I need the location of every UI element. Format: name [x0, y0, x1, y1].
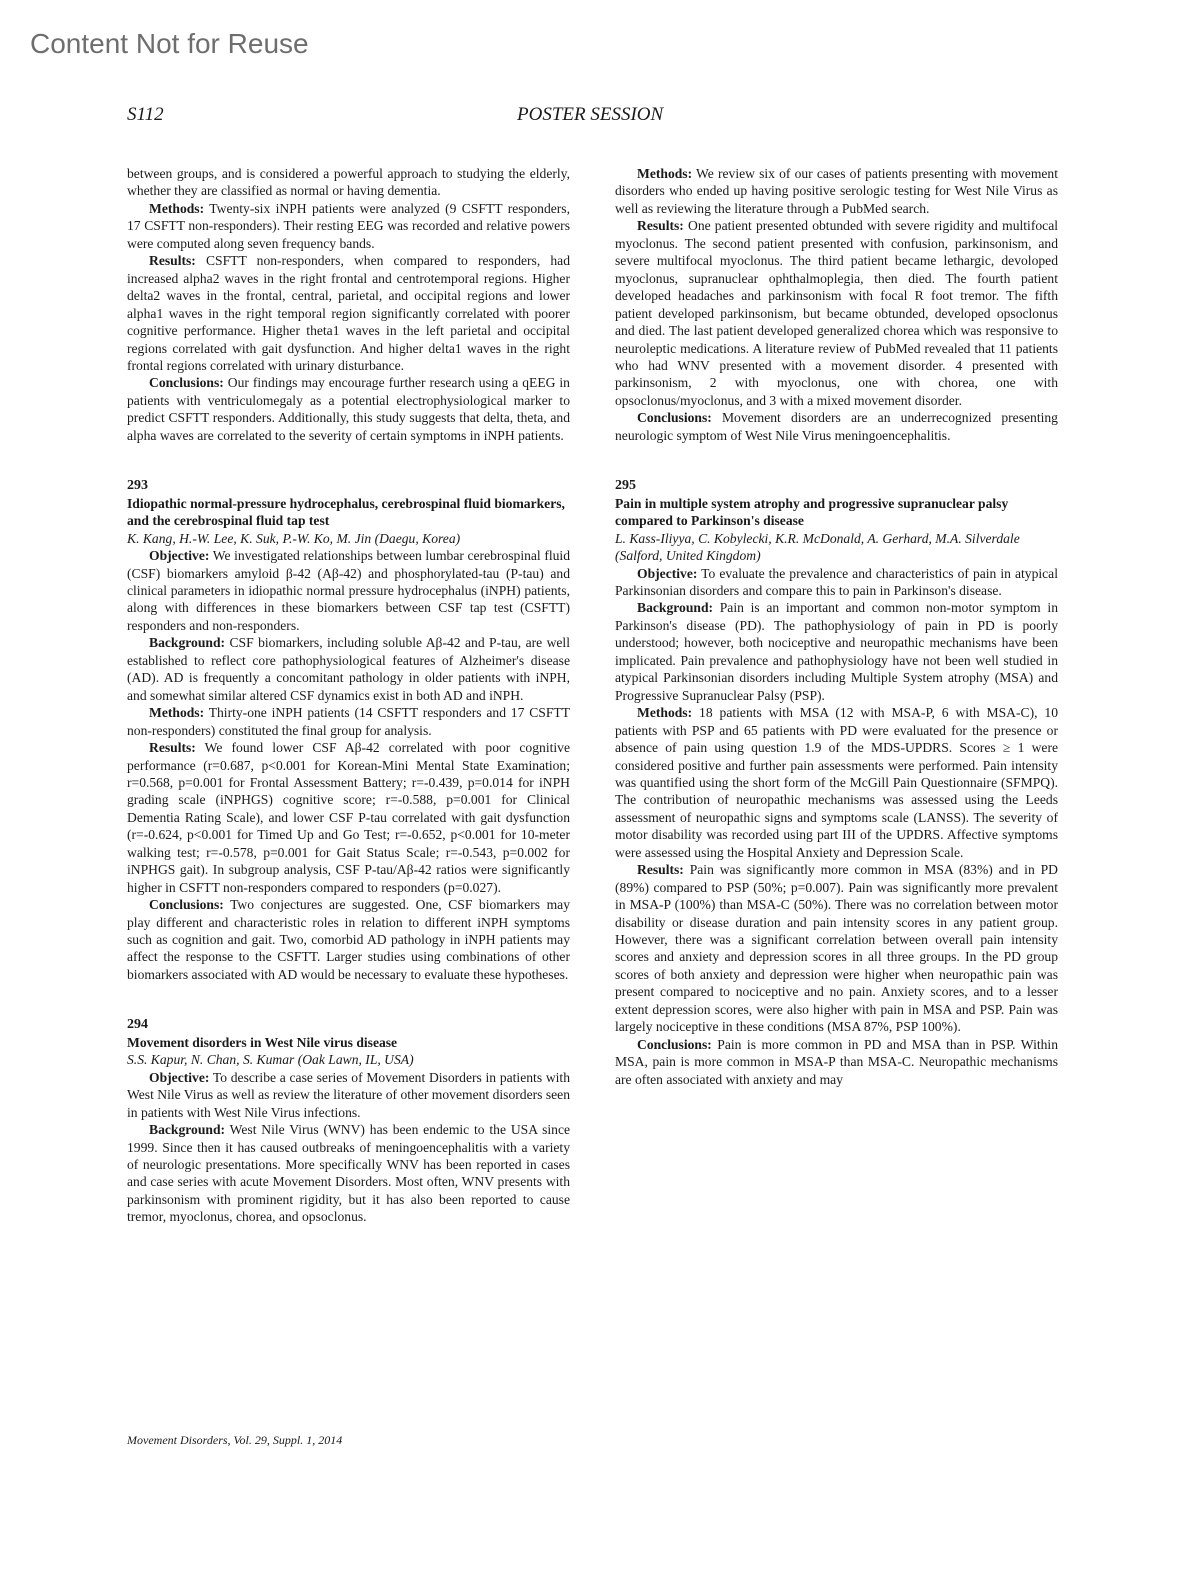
- paragraph-background: [127, 1121, 570, 1226]
- paragraph-results: [127, 739, 570, 896]
- methods-label: Methods:: [637, 166, 693, 181]
- abstract-293: [127, 477, 570, 983]
- objective-text: We investigated relationships between lumbar cerebrospinal fluid (CSF) biomarkers amyloid β-42 (Aβ-42) and phosphorylated-tau (P-tau) and clinical parameters in idiopathic normal pressure hydrocephalus (iNPH) patients, along with differences in these biomarkers between CSF tap test (CSFTT) responders and non-responders.: [127, 548, 570, 633]
- abstract-295: [615, 477, 1058, 1088]
- conclusions-label: Conclusions:: [149, 375, 224, 391]
- results-label: Results:: [637, 218, 684, 234]
- paragraph-conclusions: [127, 896, 570, 983]
- paragraph-methods: [615, 165, 1058, 217]
- right-column: [615, 165, 1058, 1088]
- paragraph-background: [615, 599, 1058, 704]
- abstract-number: 293: [127, 478, 148, 494]
- objective-text: To describe a case series of Movement Disorders in patients with West Nile Virus as well as review the literature of other movement disorders seen in patients with West Nile Virus infections.: [127, 1069, 570, 1120]
- results-text: We found lower CSF Aβ-42 correlated with poor cognitive performance (r=0.687, p<0.001 for Korean-Mini Mental State Examination; r=0.568, p=0.001 for Frontal Assessment Battery; r=-0.439, p=0.014 for iNPH grading scale (iNPHGS) cognitive score; r=-0.588, p=0.001 for Clinical Dementia Rating Scale), and lower CSF P-tau correlated with gait dysfunction (r=-0.624, p<0.001 for Timed Up and Go Test; r=-0.652, p<0.001 for 10-meter walking test; r=-0.578, p=0.001 for Gait Status Scale; r=-0.543, p=0.002 for iNPHGS gait). In subgroup analysis, CSF P-tau/Aβ-42 ratios were significantly higher in CSFTT non-responders compared to responders (p=0.027).: [127, 740, 570, 895]
- results-text: Pain was significantly more common in MSA (83%) and in PD (89%) compared to PSP (50%; p=0.007). Pain was significantly more prevalent in MSA-P (100%) than MSA-C (50%). There was no correlation between motor disability or disease duration and pain intensity scores in any patient group. However, there was a significant correlation between overall pain intensity scores and anxiety and depression scores in all three groups. In the PD group scores of both anxiety and depression were higher when neuropathic pain was present compared to nociceptive and no pain. Anxiety scores, and to a lesser extent depression scores, were also higher with pain in MSA and PSP. Pain was largely nociceptive in these conditions (MSA 87%, PSP 100%).: [615, 862, 1058, 1035]
- paragraph-results: [127, 252, 570, 374]
- methods-text: Thirty-one iNPH patients (14 CSFTT responders and 17 CSFTT non-responders) constituted the final group for analysis.: [127, 705, 570, 738]
- abstract-authors: L. Kass-Iliyya, C. Kobylecki, K.R. McDonald, A. Gerhard, M.A. Silverdale (Salford, United Kingdom): [615, 530, 1020, 564]
- abstract-number: 295: [615, 478, 636, 494]
- abstract-title: Pain in multiple system atrophy and progressive supranuclear palsy compared to Parkinson's disease: [615, 495, 1009, 529]
- abstract-authors: K. Kang, H.-W. Lee, K. Suk, P.-W. Ko, M. Jin (Daegu, Korea): [127, 530, 461, 546]
- results-label: Results:: [149, 253, 196, 269]
- methods-label: Methods:: [149, 200, 205, 216]
- methods-label: Methods:: [149, 705, 205, 721]
- abstract-294-continued: [615, 165, 1058, 444]
- background-label: Background:: [637, 600, 714, 616]
- methods-text: We review six of our cases of patients presenting with movement disorders who ended up having positive serologic testing for West Nile Virus as well as reviewing the literature through a PubMed search.: [615, 166, 1059, 216]
- background-text: Pain is an important and common non-motor symptom in Parkinson's disease (PD). The pathophysiology of pain in PD is poorly understood; however, both nociceptive and neuropathic mechanisms have been implicated. Pain prevalence and pathophysiology have not been well studied in atypical Parkinsonian disorders including Multiple System atrophy (MSA) and Progressive Supranuclear Palsy (PSP).: [615, 600, 1058, 703]
- paragraph-objective: [615, 565, 1058, 600]
- abstract-authors: S.S. Kapur, N. Chan, S. Kumar (Oak Lawn, IL, USA): [127, 1052, 414, 1068]
- background-text: CSF biomarkers, including soluble Aβ-42 and P-tau, are well established to reflect core pathophysiological features of Alzheimer's disease (AD). AD is frequently a concomitant pathology in older patients with iNPH, and somewhat similar altered CSF dynamics exist in both AD and iNPH.: [127, 635, 570, 703]
- journal-footer: Movement Disorders, Vol. 29, Suppl. 1, 2014: [127, 1433, 343, 1447]
- background-text: West Nile Virus (WNV) has been endemic to the USA since 1999. Since then it has caused outbreaks of meningoencephalitis with a variety of neurologic presentations. More specifically WNV has been reported in cases and case series with acute Movement Disorders. Most often, WNV presents with parkinsonism with prominent rigidity, but it has also been reported to cause tremor, myoclonus, chorea, and opsoclonus.: [127, 1122, 571, 1225]
- paragraph-methods: [127, 200, 570, 252]
- objective-text: To evaluate the prevalence and characteristics of pain in atypical Parkinsonian disorders and compare this to pain in Parkinson's disease.: [615, 565, 1058, 598]
- results-text: CSFTT non-responders, when compared to responders, had increased alpha2 waves in the right frontal and centrotemporal regions. Higher delta2 waves in the frontal, central, parietal, and occipital regions and lower alpha1 waves in the right temporal region significantly correlated with poorer cognitive performance. Higher theta1 waves in the left parietal and occipital regions correlated with gait dysfunction. And higher delta1 waves in the right frontal regions correlated with urinary disturbance.: [127, 253, 571, 373]
- conclusions-label: Conclusions:: [637, 1036, 712, 1052]
- methods-label: Methods:: [637, 705, 693, 721]
- paragraph-methods: [615, 704, 1058, 861]
- abstract-294: [127, 1016, 570, 1225]
- objective-label: Objective:: [637, 565, 698, 581]
- paragraph-background: [127, 634, 570, 704]
- paragraph-conclusions: [615, 1036, 1058, 1088]
- results-label: Results:: [149, 740, 196, 756]
- page-number: S112: [127, 104, 164, 125]
- paragraph-results: [615, 217, 1058, 409]
- conclusions-text: Our findings may encourage further research using a qEEG in patients with ventriculomegaly as a potential electrophysiological marker to predict CSFTT responders. Additionally, this study suggests that delta, theta, and alpha waves are correlated to the severity of certain symptoms in iNPH patients.: [127, 375, 570, 443]
- paragraph-objective: [127, 1069, 570, 1121]
- left-column: [127, 165, 570, 1226]
- conclusions-text: Movement disorders are an underrecognized presenting neurologic symptom of West Nile Virus meningoencephalitis.: [615, 410, 1058, 443]
- paragraph-intro: between groups, and is considered a powerful approach to studying the elderly, whether they are classified as normal or having dementia.: [127, 166, 570, 199]
- conclusions-text: Pain is more common in PD and MSA than in PSP. Within MSA, pain is more common in MSA-P than MSA-C. Neuropathic mechanisms are often associated with anxiety and may: [615, 1036, 1058, 1087]
- background-label: Background:: [149, 635, 226, 651]
- methods-text: Twenty-six iNPH patients were analyzed (9 CSFTT responders, 17 CSFTT non-responders). Their resting EEG was recorded and relative powers were computed along seven frequency bands.: [127, 200, 570, 251]
- conclusions-text: Two conjectures are suggested. One, CSF biomarkers may play different and characteristic roles in relation to different iNPH symptoms such as cognition and gait. Two, comorbid AD pathology in iNPH patients may affect the response to the CSFTT. Larger studies using combinations of other biomarkers associated with AD would be necessary to evaluate these hypotheses.: [127, 897, 570, 982]
- paragraph-methods: [127, 704, 570, 739]
- running-head: [127, 104, 1058, 130]
- abstract-title: Idiopathic normal-pressure hydrocephalus, cerebrospinal fluid biomarkers, and the cerebrospinal fluid tap test: [127, 495, 565, 529]
- watermark: Content Not for Reuse: [30, 28, 309, 59]
- conclusions-label: Conclusions:: [637, 410, 712, 426]
- objective-label: Objective:: [149, 1069, 210, 1085]
- methods-text: 18 patients with MSA (12 with MSA-P, 6 with MSA-C), 10 patients with PSP and 65 patients with PD were evaluated for the presence or absence of pain using question 1.9 of the MDS-UPDRS. Scores ≥ 1 were considered positive and further pain assessments were performed. Pain intensity was quantified using the short form of the McGill Pain Questionnaire (SFMPQ). The contribution of neuropathic mechanisms was assessed using the Leeds assessment of neuropathic signs and symptoms scale (LANSS). The severity of motor disability was recorded using part III of the UPDRS. Affective symptoms were assessed using the Hospital Anxiety and Depression Scale.: [615, 705, 1059, 860]
- paragraph-conclusions: [615, 409, 1058, 444]
- paragraph-conclusions: [127, 374, 570, 444]
- conclusions-label: Conclusions:: [149, 897, 224, 913]
- section-title: POSTER SESSION: [517, 104, 664, 125]
- abstract-number: 294: [127, 1017, 148, 1033]
- results-label: Results:: [637, 862, 684, 878]
- objective-label: Objective:: [149, 548, 210, 564]
- paragraph-results: [615, 861, 1058, 1036]
- abstract-continued: [127, 165, 570, 444]
- abstract-title: Movement disorders in West Nile virus disease: [127, 1034, 398, 1050]
- paragraph-objective: [127, 547, 570, 634]
- results-text: One patient presented obtunded with severe rigidity and multifocal myoclonus. The second patient presented with confusion, parkinsonism, and severe multifocal myoclonus. The third patient became lethargic, devoloped myoclonus, supranuclear ophthalmoplegia, then died. The fourth patient developed headaches and parkinsonism with focal R foot tremor. The fifth patient developed parkinsonism, but became obtunded, developed opsoclonus and died. The last patient developed generalized chorea which was responsive to neuroleptic medications. A literature review of PubMed revealed that 11 patients who had WNV presented with a movement disorder. 4 presented with parkinsonism, 2 with myoclonus, one with chorea, one with opsoclonus/myoclonus, and 3 with a mixed movement disorder.: [615, 218, 1059, 408]
- background-label: Background:: [149, 1122, 226, 1138]
